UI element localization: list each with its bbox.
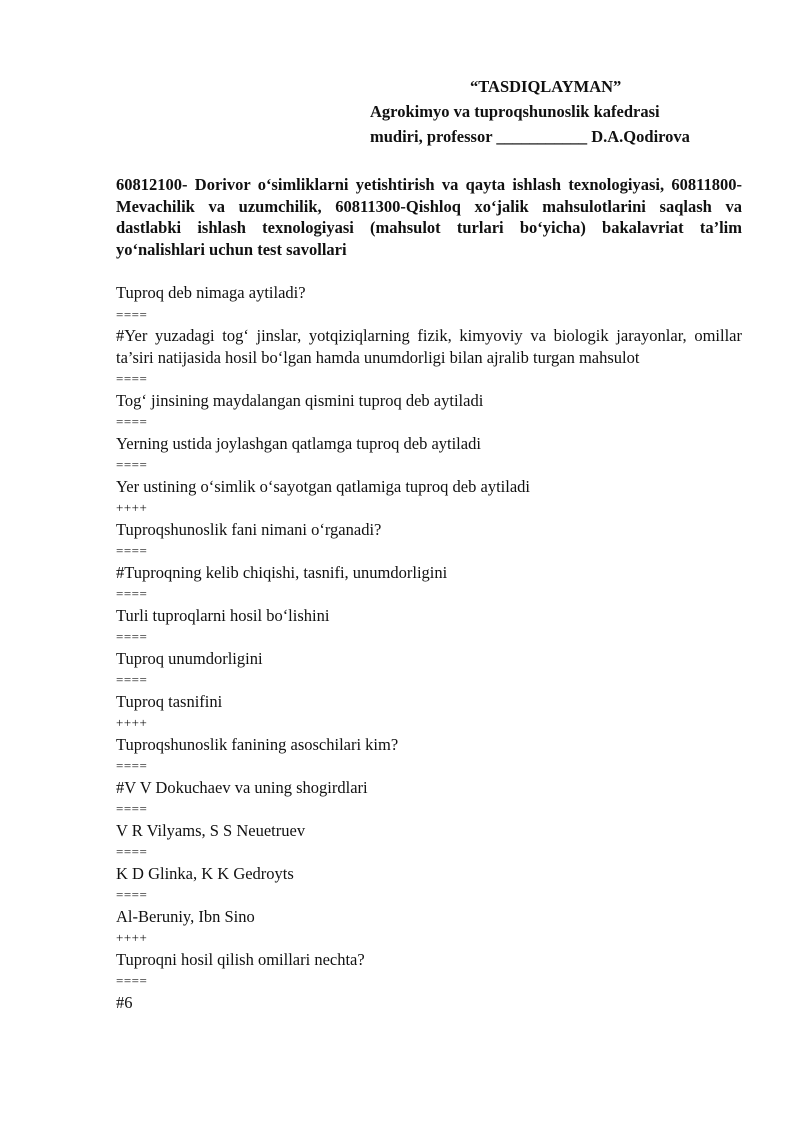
text-line: Al-Beruniy, Ibn Sino (116, 906, 255, 926)
text-line: #V V Dokuchaev va uning shogirdlari (116, 777, 368, 797)
approval-title: “TASDIQLAYMAN” (470, 77, 622, 96)
separator-line: ++++ (116, 500, 148, 515)
separator-line: ==== (116, 887, 148, 902)
text-line: Yer ustining o‘simlik o‘sayotgan qatlamiga tuproq deb aytiladi (116, 476, 530, 496)
separator-line: ==== (116, 414, 148, 429)
text-line: Yerning ustida joylashgan qatlamga tuproq deb aytiladi (116, 433, 481, 453)
separator-line: ==== (116, 306, 148, 322)
separator-line: ==== (116, 586, 148, 601)
text-line: Tuproqshunoslik fani nimani o‘rganadi? (116, 519, 382, 539)
separator-line: ++++ (116, 930, 148, 945)
separator-line: ==== (116, 758, 148, 773)
separator-line: ==== (116, 973, 148, 988)
approval-block (370, 74, 690, 149)
text-line: V R Vilyams, S S Neuetruev (116, 820, 306, 840)
text-line: Tog‘ jinsining maydalangan qismini tuproq deb aytiladi (116, 390, 484, 410)
text-line: Tuproq tasnifini (116, 691, 223, 711)
text-line: #Tuproqning kelib chiqishi, tasnifi, unumdorligini (116, 562, 448, 582)
approval-signature-line: mudiri, professor ___________ D.A.Qodirova (370, 127, 690, 146)
separator-line: ==== (116, 844, 148, 859)
text-line: Turli tuproqlarni hosil bo‘lishini (116, 605, 330, 625)
text-line: #6 (116, 992, 133, 1012)
separator-line: ++++ (116, 715, 148, 730)
separator-line: ==== (116, 543, 148, 558)
document-heading: 60812100- Dorivor o‘simliklarni yetishtirish va qayta ishlash texnologiyasi, 60811800- Mevachilik va uzumchilik, 60811300-Qishloq xo‘jalik mahsulotlarini saqlash va dastlabki ishlash texnologiyasi (mahsulot turlari bo‘yicha) bakalavriat ta’lim yo‘nalishlari uchun test savollari (116, 175, 742, 259)
text-line: Tuproq unumdorligini (116, 648, 263, 668)
approval-department: Agrokimyo va tuproqshunoslik kafedrasi (370, 102, 660, 121)
separator-line: ==== (116, 801, 148, 816)
text-line: K D Glinka, K K Gedroyts (116, 863, 294, 883)
separator-line: ==== (116, 371, 148, 386)
separator-line: ==== (116, 672, 148, 687)
separator-line: ==== (116, 629, 148, 644)
text-line: Tuproqshunoslik fanining asoschilari kim? (116, 734, 399, 754)
separator-line: ==== (116, 457, 148, 472)
test-questions-list (116, 282, 742, 1013)
text-line: Tuproq deb nimaga aytiladi? (116, 283, 306, 302)
text-line: Tuproqni hosil qilish omillari nechta? (116, 949, 365, 969)
text-line: #Yer yuzadagi tog‘ jinslar, yotqiziqlarning fizik, kimyoviy va biologik jarayonlar, omillar ta’siri natijasida hosil bo‘lgan hamda unumdorligi bilan ajralib turgan mahsulot (116, 326, 742, 367)
